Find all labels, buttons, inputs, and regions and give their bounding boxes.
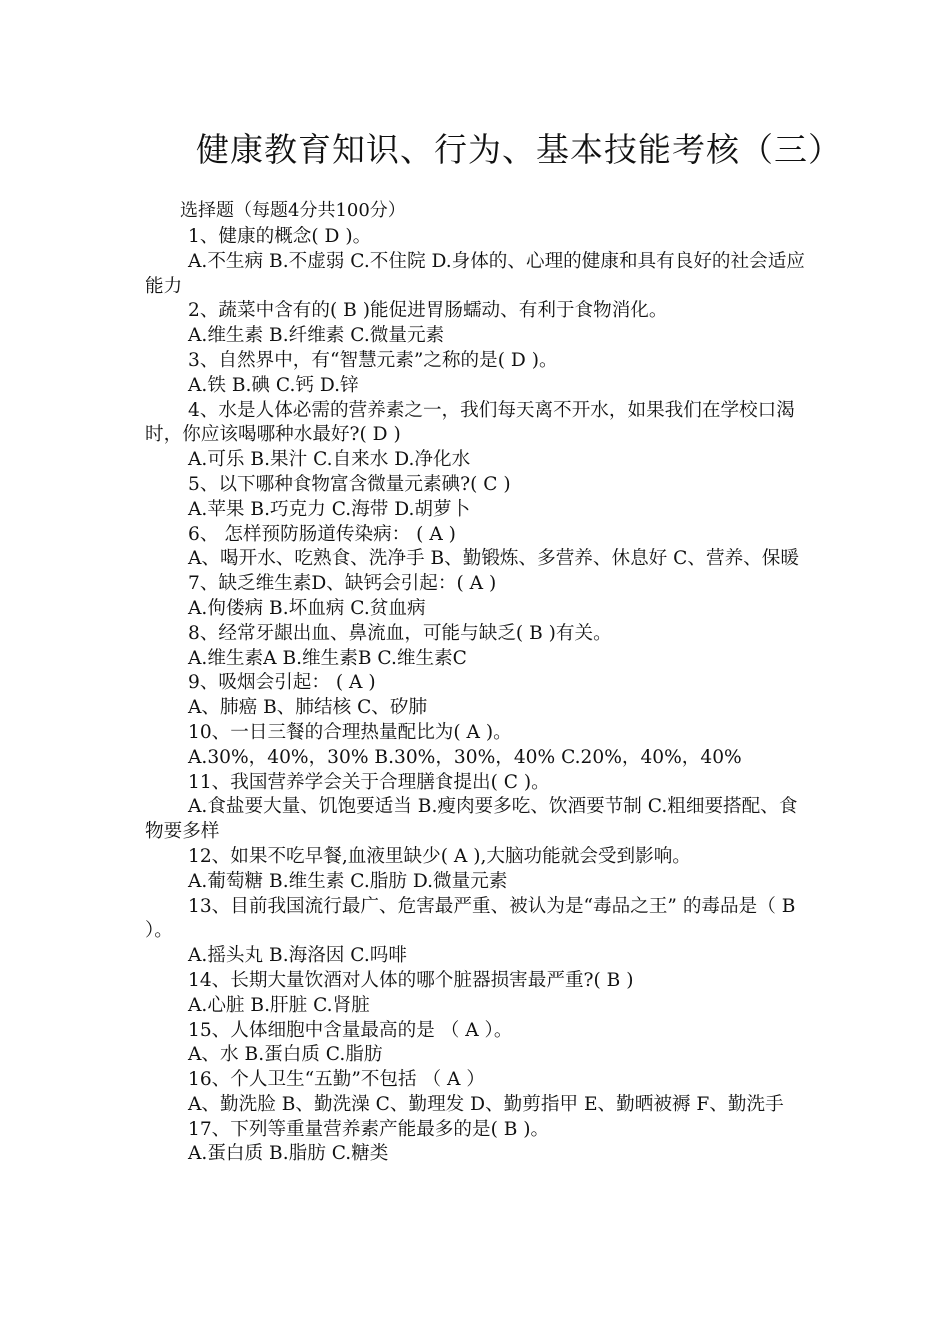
section-heading: 选择题（每题4分共100分）	[180, 200, 406, 221]
answer-options: A、喝开水、吃熟食、洗净手 B、勤锻炼、多营养、休息好 C、营养、保暖	[188, 548, 799, 570]
question-text: 11、我国营养学会关于合理膳食提出( C )。	[188, 771, 550, 793]
question-text: 3、自然界中，有“智慧元素”之称的是( D )。	[188, 349, 558, 371]
answer-options: A.不生病 B.不虚弱 C.不住院 D.身体的、心理的健康和具有良好的社会适应能力	[145, 250, 805, 297]
answer-options: A、水 B.蛋白质 C.脂肪	[188, 1044, 383, 1066]
answer-options: A.心脏 B.肝脏 C.肾脏	[188, 994, 370, 1016]
answer-options: A.30%，40%，30% B.30%，30%，40% C.20%，40%，40%	[188, 746, 742, 768]
answer-options: A.苹果 B.巧克力 C.海带 D.胡萝卜	[188, 498, 471, 520]
answer-options: A.维生素A B.维生素B C.维生素C	[188, 647, 467, 669]
answer-options: A.葡萄糖 B.维生素 C.脂肪 D.微量元素	[188, 870, 508, 892]
question-text: 4、水是人体必需的营养素之一，我们每天离不开水，如果我们在学校口渴时，你应该喝哪种水最好?( D )	[145, 399, 795, 446]
document-body	[145, 225, 808, 1167]
question-text: 16、个人卫生“五勤”不包括 （ A ）	[188, 1069, 485, 1091]
question-text: 17、下列等重量营养素产能最多的是( B )。	[188, 1118, 550, 1140]
answer-options: A.蛋白质 B.脂肪 C.糖类	[188, 1143, 389, 1165]
answer-options: A、肺癌 B、肺结核 C、矽肺	[188, 697, 428, 719]
page-title: 健康教育知识、行为、基本技能考核（三）	[196, 130, 842, 169]
question-text: 2、蔬菜中含有的( B )能促进胃肠蠕动、有利于食物消化。	[188, 300, 668, 322]
question-text: 14、长期大量饮酒对人体的哪个脏器损害最严重?( B )	[188, 969, 634, 991]
answer-options: A.可乐 B.果汁 C.自来水 D.净化水	[188, 449, 471, 471]
question-text: 10、一日三餐的合理热量配比为( A )。	[188, 721, 512, 743]
answer-options: A、勤洗脸 B、勤洗澡 C、勤理发 D、勤剪指甲 E、勤晒被褥 F、勤洗手	[188, 1093, 784, 1115]
answer-options: A.维生素 B.纤维素 C.微量元素	[188, 325, 445, 347]
answer-options: A.铁 B.碘 C.钙 D.锌	[188, 374, 359, 396]
question-text: 12、如果不吃早餐,血液里缺少( A ),大脑功能就会受到影响。	[188, 845, 691, 867]
question-text: 6、 怎样预防肠道传染病： ( A )	[188, 523, 456, 545]
answer-options: A.食盐要大量、饥饱要适当 B.瘦肉要多吃、饮酒要节制 C.粗细要搭配、食物要多样	[145, 796, 798, 843]
question-text: 15、人体细胞中含量最高的是 （ A ）。	[188, 1019, 513, 1041]
question-text: 13、目前我国流行最广、危害最严重、被认为是“毒品之王” 的毒品是（ B ）。	[145, 895, 796, 942]
answer-options: A.佝偻病 B.坏血病 C.贫血病	[188, 597, 426, 619]
question-text: 9、吸烟会引起： ( A )	[188, 672, 376, 694]
question-text: 5、以下哪种食物富含微量元素碘?( C )	[188, 473, 511, 495]
question-text: 7、缺乏维生素D、缺钙会引起：( A )	[188, 573, 497, 595]
question-text: 8、经常牙龈出血、鼻流血，可能与缺乏( B )有关。	[188, 622, 612, 644]
answer-options: A.摇头丸 B.海洛因 C.吗啡	[188, 945, 407, 967]
question-text: 1、健康的概念( D )。	[188, 226, 372, 247]
